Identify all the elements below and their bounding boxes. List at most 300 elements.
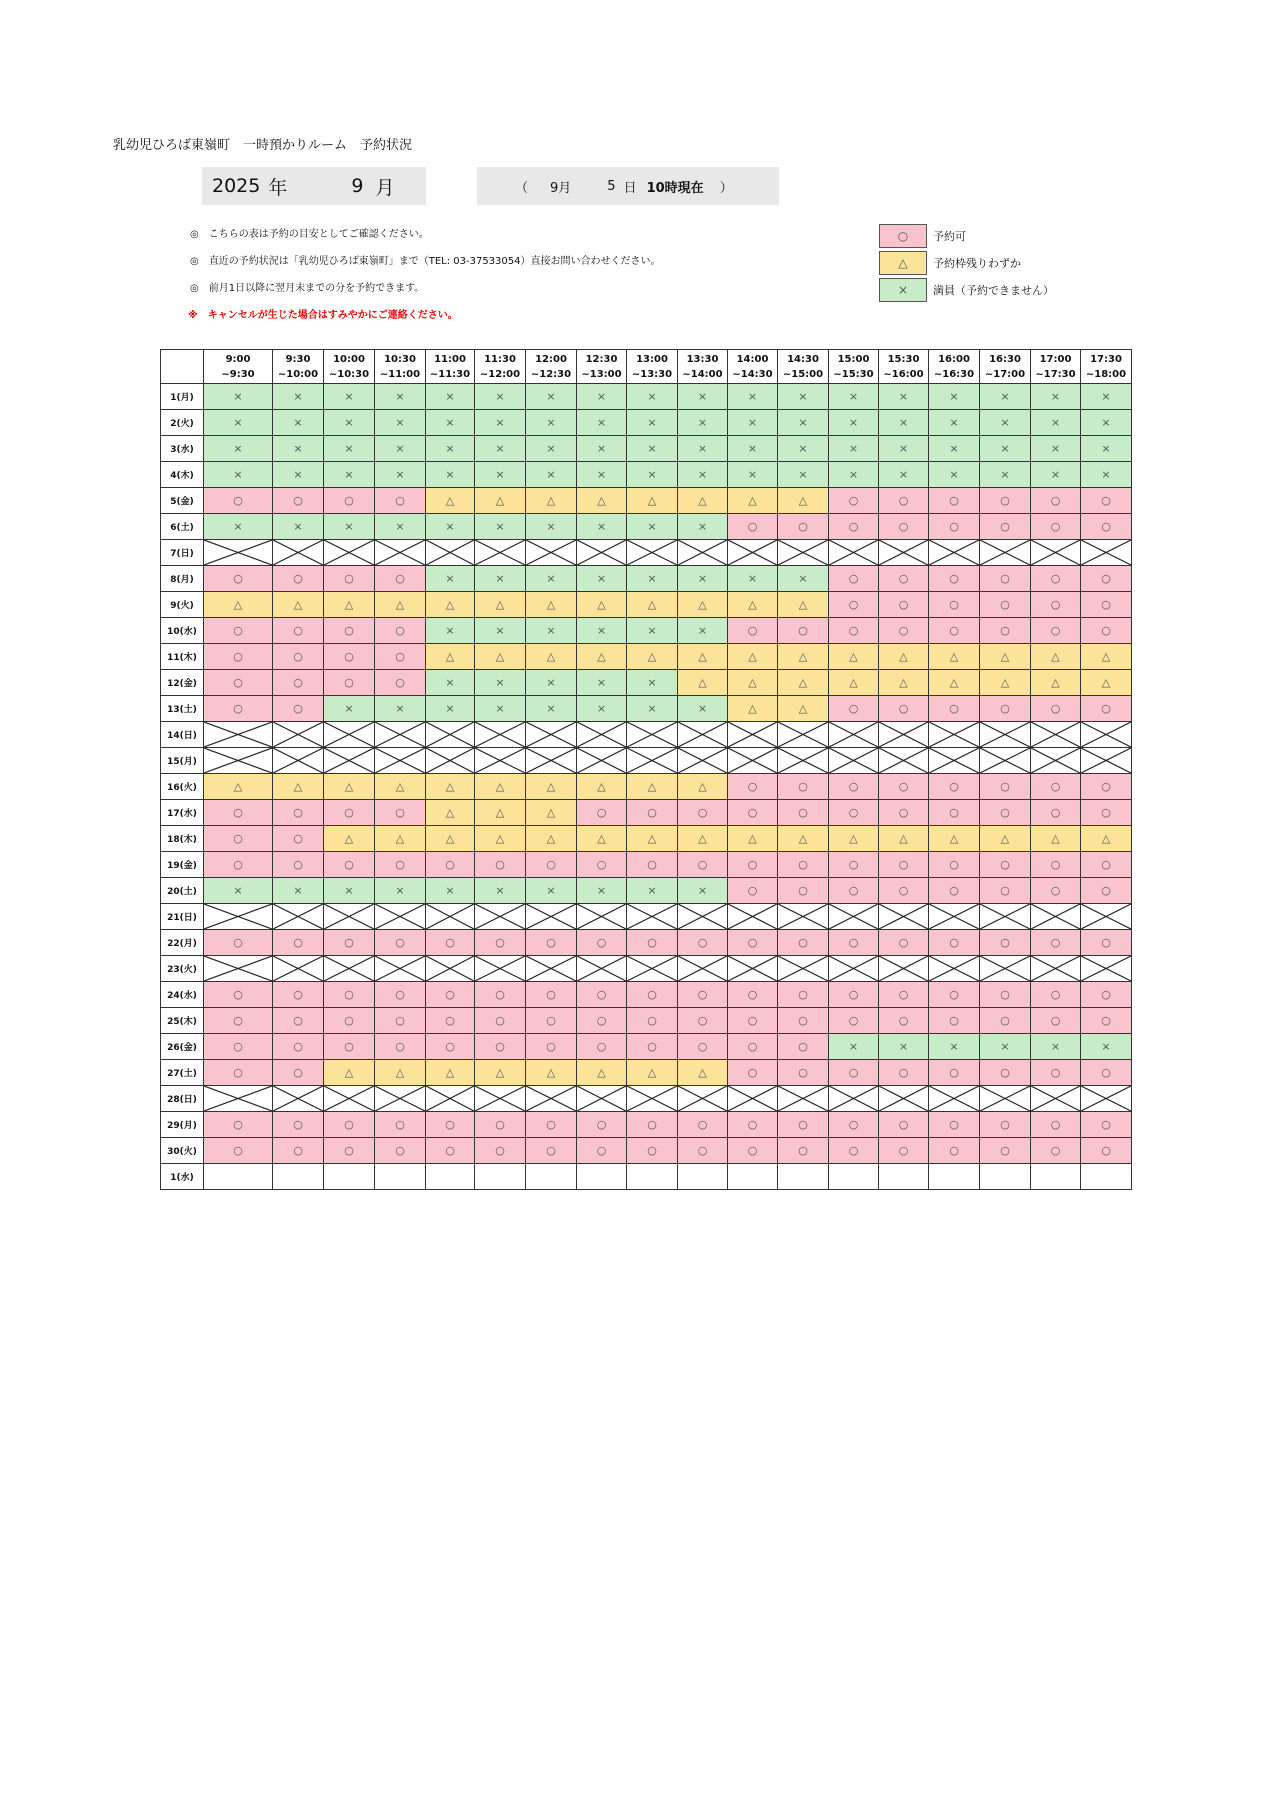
closed-cross-icon <box>627 1086 677 1111</box>
legend-full-swatch: × <box>879 278 927 302</box>
status-cell: △ <box>577 644 627 670</box>
closed-cross-icon <box>1031 748 1080 773</box>
day-label: 28(日) <box>161 1086 204 1112</box>
status-cell: ○ <box>728 930 778 956</box>
closed-cross-icon <box>627 904 677 929</box>
slot-end: ~17:00 <box>984 368 1026 380</box>
slot-start: 11:00 <box>434 353 466 365</box>
slot-start: 11:30 <box>484 353 516 365</box>
closed-cell <box>426 722 475 748</box>
status-cell: ○ <box>273 644 324 670</box>
closed-cell <box>728 904 778 930</box>
status-cell: × <box>728 566 778 592</box>
status-cell: ○ <box>375 1112 426 1138</box>
day-label: 18(木) <box>161 826 204 852</box>
closed-cell <box>526 904 577 930</box>
closed-cross-icon <box>627 722 677 747</box>
as-of-close-paren: ） <box>719 180 733 196</box>
status-cell: × <box>879 1034 929 1060</box>
status-cell: ○ <box>879 1112 929 1138</box>
status-cell: × <box>728 436 778 462</box>
status-cell: △ <box>879 644 929 670</box>
closed-cell <box>678 904 728 930</box>
closed-cross-icon <box>929 722 979 747</box>
status-cell: ○ <box>375 982 426 1008</box>
status-cell: ○ <box>204 618 273 644</box>
status-cell: ○ <box>1081 800 1132 826</box>
status-cell: ○ <box>728 1060 778 1086</box>
status-cell: × <box>375 436 426 462</box>
as-of-time: 10時現在 <box>646 180 704 196</box>
status-cell: × <box>627 618 678 644</box>
closed-cross-icon <box>778 1086 828 1111</box>
closed-cross-icon <box>879 1086 928 1111</box>
status-cell: △ <box>678 488 728 514</box>
closed-cell <box>1081 956 1132 982</box>
status-cell <box>324 1164 375 1190</box>
status-cell: × <box>778 566 829 592</box>
closed-cell <box>375 1086 426 1112</box>
status-cell: ○ <box>375 1138 426 1164</box>
closed-cell <box>577 904 627 930</box>
closed-cross-icon <box>204 748 272 773</box>
status-cell: ○ <box>273 826 324 852</box>
status-cell: × <box>728 384 778 410</box>
closed-cell <box>678 1086 728 1112</box>
status-cell: × <box>829 1034 879 1060</box>
status-cell: ○ <box>1081 592 1132 618</box>
day-label: 22(月) <box>161 930 204 956</box>
status-cell: △ <box>829 644 879 670</box>
status-cell: × <box>324 462 375 488</box>
closed-cross-icon <box>577 904 626 929</box>
closed-cross-icon <box>778 540 828 565</box>
day-row <box>161 696 1132 722</box>
as-of-day: 5 <box>607 178 616 194</box>
slot-start: 16:30 <box>989 353 1021 365</box>
note-2: ◎ 直近の予約状況は「乳幼児ひろば東嶺町」まで（TEL: 03-37533054）直接お問い合わせください。 <box>190 256 661 267</box>
closed-cross-icon <box>678 540 727 565</box>
status-cell: ○ <box>627 1008 678 1034</box>
status-cell: ○ <box>577 982 627 1008</box>
status-cell: △ <box>678 592 728 618</box>
status-cell: × <box>204 878 273 904</box>
status-cell: × <box>829 462 879 488</box>
day-label: 30(火) <box>161 1138 204 1164</box>
as-of-month: 9月 <box>550 180 572 196</box>
status-cell: ○ <box>879 618 929 644</box>
status-cell: ○ <box>829 488 879 514</box>
status-cell: ○ <box>627 930 678 956</box>
status-cell <box>728 1164 778 1190</box>
slot-start: 15:00 <box>837 353 870 365</box>
status-cell: ○ <box>1031 852 1081 878</box>
slot-header <box>577 350 627 384</box>
status-cell: ○ <box>204 800 273 826</box>
status-cell: ○ <box>273 800 324 826</box>
status-cell: △ <box>929 670 980 696</box>
status-cell: ○ <box>273 696 324 722</box>
status-cell: △ <box>1031 826 1081 852</box>
closed-cell <box>324 1086 375 1112</box>
legend-full-label: 満員（予約できません） <box>933 283 1054 297</box>
closed-cross-icon <box>1031 540 1080 565</box>
closed-cross-icon <box>375 1086 425 1111</box>
status-cell: △ <box>526 826 577 852</box>
closed-cell <box>324 722 375 748</box>
closed-cross-icon <box>627 540 677 565</box>
status-cell: △ <box>426 488 475 514</box>
status-cell <box>426 1164 475 1190</box>
status-cell: × <box>678 878 728 904</box>
legend-few-left <box>879 249 1054 276</box>
status-cell: ○ <box>577 1112 627 1138</box>
status-cell: ○ <box>577 930 627 956</box>
status-cell: ○ <box>627 800 678 826</box>
slot-end: ~9:30 <box>221 368 255 380</box>
closed-cell <box>475 904 526 930</box>
closed-cross-icon <box>204 1086 272 1111</box>
status-cell: × <box>426 462 475 488</box>
closed-cell <box>1031 956 1081 982</box>
closed-cell <box>1031 1086 1081 1112</box>
status-cell: × <box>526 878 577 904</box>
status-cell: × <box>324 878 375 904</box>
status-cell: ○ <box>204 1112 273 1138</box>
status-cell: × <box>879 384 929 410</box>
status-cell: ○ <box>980 800 1031 826</box>
closed-cross-icon <box>778 904 828 929</box>
status-cell: ○ <box>929 566 980 592</box>
status-cell: × <box>929 384 980 410</box>
legend-few-left-label: 予約枠残りわずか <box>933 256 1021 270</box>
status-cell: × <box>375 514 426 540</box>
slot-header <box>426 350 475 384</box>
status-cell: △ <box>526 488 577 514</box>
status-cell: × <box>375 696 426 722</box>
status-cell: △ <box>526 644 577 670</box>
status-cell: △ <box>728 488 778 514</box>
closed-cell <box>204 956 273 982</box>
status-cell: × <box>980 436 1031 462</box>
closed-cell <box>778 540 829 566</box>
status-cell: × <box>526 514 577 540</box>
day-label: 21(日) <box>161 904 204 930</box>
status-cell: ○ <box>1081 1138 1132 1164</box>
status-cell: × <box>879 462 929 488</box>
status-cell: ○ <box>929 1112 980 1138</box>
status-cell: ○ <box>375 930 426 956</box>
status-cell: ○ <box>929 1138 980 1164</box>
status-cell: × <box>778 436 829 462</box>
slot-header <box>1081 350 1132 384</box>
day-row <box>161 644 1132 670</box>
closed-cross-icon <box>980 540 1030 565</box>
closed-cell <box>1081 748 1132 774</box>
legend <box>879 222 1054 303</box>
status-cell: × <box>475 514 526 540</box>
closed-cross-icon <box>829 1086 878 1111</box>
closed-cell <box>829 540 879 566</box>
status-cell: × <box>577 384 627 410</box>
status-cell: ○ <box>778 1008 829 1034</box>
status-cell: × <box>475 878 526 904</box>
closed-cell <box>778 722 829 748</box>
day-label: 29(月) <box>161 1112 204 1138</box>
closed-cross-icon <box>324 956 374 981</box>
closed-cell <box>1031 904 1081 930</box>
status-cell: △ <box>324 1060 375 1086</box>
closed-cell <box>627 1086 678 1112</box>
closed-cell <box>324 540 375 566</box>
closed-cross-icon <box>375 956 425 981</box>
closed-cross-icon <box>728 722 777 747</box>
closed-cell <box>627 722 678 748</box>
status-cell: ○ <box>204 1138 273 1164</box>
closed-cross-icon <box>980 722 1030 747</box>
slot-end: ~10:00 <box>277 368 319 380</box>
status-cell: △ <box>1031 644 1081 670</box>
status-cell: × <box>879 410 929 436</box>
status-cell: × <box>829 384 879 410</box>
status-cell: ○ <box>678 1034 728 1060</box>
status-cell: △ <box>426 1060 475 1086</box>
slot-end: ~15:00 <box>782 368 824 380</box>
status-cell: ○ <box>879 774 929 800</box>
status-cell: ○ <box>728 982 778 1008</box>
closed-cross-icon <box>627 748 677 773</box>
status-cell: × <box>678 462 728 488</box>
day-row <box>161 592 1132 618</box>
status-cell: ○ <box>1031 800 1081 826</box>
status-cell: × <box>526 670 577 696</box>
closed-cross-icon <box>375 540 425 565</box>
status-cell: △ <box>929 826 980 852</box>
slot-header <box>1031 350 1081 384</box>
status-cell: × <box>475 410 526 436</box>
status-cell: × <box>1081 1034 1132 1060</box>
status-cell <box>980 1164 1031 1190</box>
status-cell: ○ <box>204 982 273 1008</box>
day-label: 25(木) <box>161 1008 204 1034</box>
day-row <box>161 826 1132 852</box>
status-cell: ○ <box>980 1008 1031 1034</box>
status-cell: × <box>980 462 1031 488</box>
status-cell: ○ <box>778 1112 829 1138</box>
status-cell: ○ <box>1081 696 1132 722</box>
closed-cross-icon <box>375 722 425 747</box>
status-cell <box>929 1164 980 1190</box>
status-cell: × <box>273 462 324 488</box>
closed-cell <box>324 748 375 774</box>
status-cell: ○ <box>829 930 879 956</box>
day-label: 15(月) <box>161 748 204 774</box>
day-label: 11(木) <box>161 644 204 670</box>
closed-cross-icon <box>204 540 272 565</box>
closed-cross-icon <box>273 540 323 565</box>
status-cell: × <box>375 878 426 904</box>
day-label: 1(水) <box>161 1164 204 1190</box>
status-cell <box>627 1164 678 1190</box>
status-cell: ○ <box>778 982 829 1008</box>
closed-cross-icon <box>829 748 878 773</box>
status-cell: ○ <box>778 774 829 800</box>
status-cell: × <box>1031 462 1081 488</box>
status-cell: ○ <box>829 852 879 878</box>
status-cell: × <box>426 878 475 904</box>
status-cell: × <box>526 384 577 410</box>
status-cell: ○ <box>778 852 829 878</box>
status-cell: × <box>426 514 475 540</box>
status-cell: ○ <box>778 1138 829 1164</box>
status-cell: ○ <box>829 878 879 904</box>
status-cell: ○ <box>273 488 324 514</box>
status-cell: × <box>375 384 426 410</box>
closed-cross-icon <box>273 1086 323 1111</box>
status-cell: △ <box>728 826 778 852</box>
status-cell: × <box>1031 384 1081 410</box>
closed-cross-icon <box>879 540 928 565</box>
slot-header <box>204 350 273 384</box>
status-cell: ○ <box>1031 930 1081 956</box>
slot-header <box>475 350 526 384</box>
status-cell: △ <box>577 774 627 800</box>
status-cell: × <box>778 384 829 410</box>
day-label: 5(金) <box>161 488 204 514</box>
status-cell: ○ <box>929 774 980 800</box>
day-row <box>161 488 1132 514</box>
status-cell: ○ <box>778 514 829 540</box>
slot-start: 9:00 <box>225 353 251 365</box>
closed-cross-icon <box>475 722 525 747</box>
closed-cross-icon <box>929 1086 979 1111</box>
status-cell: ○ <box>375 618 426 644</box>
page-title: 乳幼児ひろば東嶺町 一時預かりルーム 予約状況 <box>113 138 413 153</box>
status-cell: △ <box>375 592 426 618</box>
closed-cell <box>728 748 778 774</box>
closed-cell <box>879 904 929 930</box>
closed-cell <box>829 956 879 982</box>
slot-end: ~11:00 <box>379 368 421 380</box>
day-label: 13(土) <box>161 696 204 722</box>
reservation-table <box>160 349 1132 1190</box>
status-cell: × <box>526 462 577 488</box>
status-cell: ○ <box>426 1138 475 1164</box>
closed-cell <box>1031 748 1081 774</box>
closed-cross-icon <box>1031 904 1080 929</box>
day-row <box>161 878 1132 904</box>
status-cell: × <box>526 696 577 722</box>
status-cell: ○ <box>1031 1008 1081 1034</box>
legend-full <box>879 276 1054 303</box>
day-row <box>161 1112 1132 1138</box>
status-cell: ○ <box>778 800 829 826</box>
status-cell: ○ <box>375 1034 426 1060</box>
status-cell: × <box>426 618 475 644</box>
slot-start: 9:30 <box>285 353 311 365</box>
status-cell: △ <box>627 592 678 618</box>
status-cell: △ <box>375 774 426 800</box>
status-cell: △ <box>526 1060 577 1086</box>
status-cell: ○ <box>980 1060 1031 1086</box>
status-cell: ○ <box>273 1060 324 1086</box>
status-cell: ○ <box>929 592 980 618</box>
closed-cell <box>426 904 475 930</box>
closed-cell <box>678 956 728 982</box>
closed-cell <box>678 540 728 566</box>
status-cell: ○ <box>728 1112 778 1138</box>
status-cell: ○ <box>1031 488 1081 514</box>
status-cell: ○ <box>375 1008 426 1034</box>
status-cell: ○ <box>678 930 728 956</box>
day-row <box>161 1008 1132 1034</box>
status-cell: × <box>273 384 324 410</box>
closed-cross-icon <box>829 956 878 981</box>
status-cell: ○ <box>778 618 829 644</box>
closed-cross-icon <box>829 540 878 565</box>
status-cell: ○ <box>1081 514 1132 540</box>
slot-end: ~14:00 <box>682 368 723 380</box>
slot-end: ~10:30 <box>328 368 370 380</box>
closed-cross-icon <box>577 1086 626 1111</box>
closed-cross-icon <box>1081 904 1131 929</box>
status-cell: × <box>627 878 678 904</box>
status-cell: ○ <box>879 1008 929 1034</box>
closed-cell <box>526 540 577 566</box>
status-cell: △ <box>426 644 475 670</box>
status-cell: △ <box>475 826 526 852</box>
status-cell: ○ <box>678 1112 728 1138</box>
closed-cross-icon <box>678 748 727 773</box>
status-cell: × <box>273 878 324 904</box>
status-cell: △ <box>273 592 324 618</box>
closed-cell <box>273 904 324 930</box>
day-label: 24(水) <box>161 982 204 1008</box>
status-cell: × <box>475 618 526 644</box>
closed-cell <box>728 540 778 566</box>
status-cell: × <box>627 410 678 436</box>
day-row <box>161 1060 1132 1086</box>
status-cell: △ <box>324 774 375 800</box>
status-cell: ○ <box>728 514 778 540</box>
legend-few-left-swatch: △ <box>879 251 927 275</box>
status-cell: × <box>627 566 678 592</box>
status-cell: ○ <box>375 488 426 514</box>
closed-cross-icon <box>577 956 626 981</box>
day-row <box>161 410 1132 436</box>
status-cell: △ <box>475 488 526 514</box>
month-unit: 月 <box>375 176 395 199</box>
status-cell: × <box>475 566 526 592</box>
status-cell: ○ <box>829 1060 879 1086</box>
status-cell: ○ <box>980 592 1031 618</box>
status-cell: ○ <box>1081 878 1132 904</box>
status-cell: △ <box>375 1060 426 1086</box>
status-cell: × <box>426 436 475 462</box>
status-cell: ○ <box>728 1008 778 1034</box>
closed-cell <box>829 1086 879 1112</box>
as-of-open-paren: （ <box>515 180 529 196</box>
day-row <box>161 436 1132 462</box>
status-cell: △ <box>1081 826 1132 852</box>
status-cell: ○ <box>426 930 475 956</box>
status-cell: × <box>577 514 627 540</box>
closed-cell <box>526 1086 577 1112</box>
closed-cell <box>426 1086 475 1112</box>
status-cell: × <box>678 618 728 644</box>
closed-cross-icon <box>204 904 272 929</box>
status-cell: ○ <box>204 852 273 878</box>
